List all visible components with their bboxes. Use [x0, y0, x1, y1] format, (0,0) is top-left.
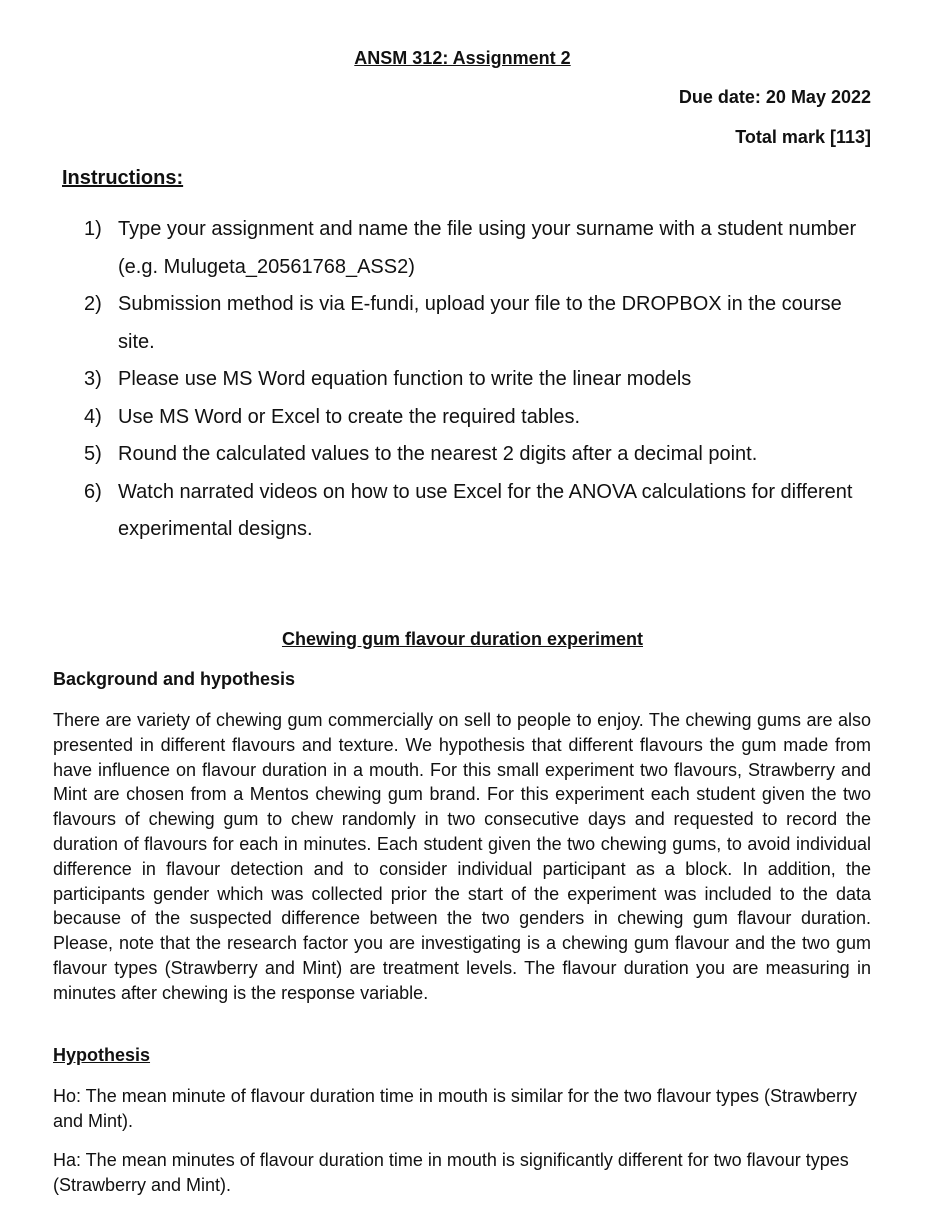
- instruction-item: [84, 211, 874, 286]
- document-title: ANSM 312: Assignment 2: [354, 48, 571, 68]
- due-date: Due date: 20 May 2022: [678, 87, 871, 107]
- instruction-number: 6): [84, 480, 102, 503]
- null-hypothesis: Ho: The mean minute of flavour duration time in mouth is similar for the two flavour types (Strawberry and Mint).: [53, 1086, 857, 1131]
- instruction-item: [84, 286, 874, 361]
- instruction-number: 5): [84, 443, 102, 465]
- instruction-item: [84, 436, 874, 474]
- background-heading: Background and hypothesis: [53, 669, 296, 689]
- instruction-number: 3): [84, 368, 102, 390]
- alternative-hypothesis: Ha: The mean minutes of flavour duration time in mouth is significantly different for two flavour types (Strawberry and Mint).: [53, 1150, 849, 1195]
- instruction-text: Round the calculated values to the nearest 2 digits after a decimal point.: [118, 443, 758, 465]
- instruction-text: Submission method is via E-fundi, upload your file to the DROPBOX in the course site.: [118, 293, 842, 353]
- instruction-text: Watch narrated videos on how to use Excel for the ANOVA calculations for different experimental designs.: [118, 480, 853, 540]
- instruction-text: Please use MS Word equation function to write the linear models: [118, 368, 692, 390]
- instruction-number: 1): [84, 218, 102, 240]
- instruction-item: [84, 474, 874, 549]
- instruction-item: [84, 399, 874, 437]
- instruction-text: Type your assignment and name the file using your surname with a student number (e.g. Mulugeta_20561768_ASS2): [118, 218, 857, 278]
- instruction-number: 4): [84, 405, 102, 428]
- experiment-title: Chewing gum flavour duration experiment: [281, 629, 644, 649]
- instruction-text: Use MS Word or Excel to create the required tables.: [118, 405, 581, 428]
- hypothesis-heading: Hypothesis: [53, 1045, 151, 1065]
- total-mark: Total mark [113]: [735, 127, 871, 147]
- instructions-heading: Instructions:: [62, 167, 184, 189]
- instruction-item: [84, 361, 874, 399]
- background-paragraph: There are variety of chewing gum commercially on sell to people to enjoy. The chewing gums are also presented in different flavours and texture. We hypothesis that different flavours the gum made from have influence on flavour duration in a mouth. For this small experiment two flavours, Strawberry and Mint are chosen from a Mentos chewing gum brand. For this experiment each student given the two flavours of chewing gum to chew randomly in two consecutive days and requested to record the duration of flavours for each in minutes. Each student given the two chewing gums, to avoid individual difference in flavour detection and to consider individual participant as a block. In addition, the participants gender which was collected prior the start of the experiment was included to the data because of the suspected difference between the two genders in chewing gum flavour duration. Please, note that the research factor you are investigating is a chewing gum flavour and the two gum flavour types (Strawberry and Mint) are treatment levels. The flavour duration you are measuring in minutes after chewing is the response variable.: [53, 710, 871, 1003]
- instruction-number: 2): [84, 293, 102, 315]
- instructions-list: [84, 211, 874, 549]
